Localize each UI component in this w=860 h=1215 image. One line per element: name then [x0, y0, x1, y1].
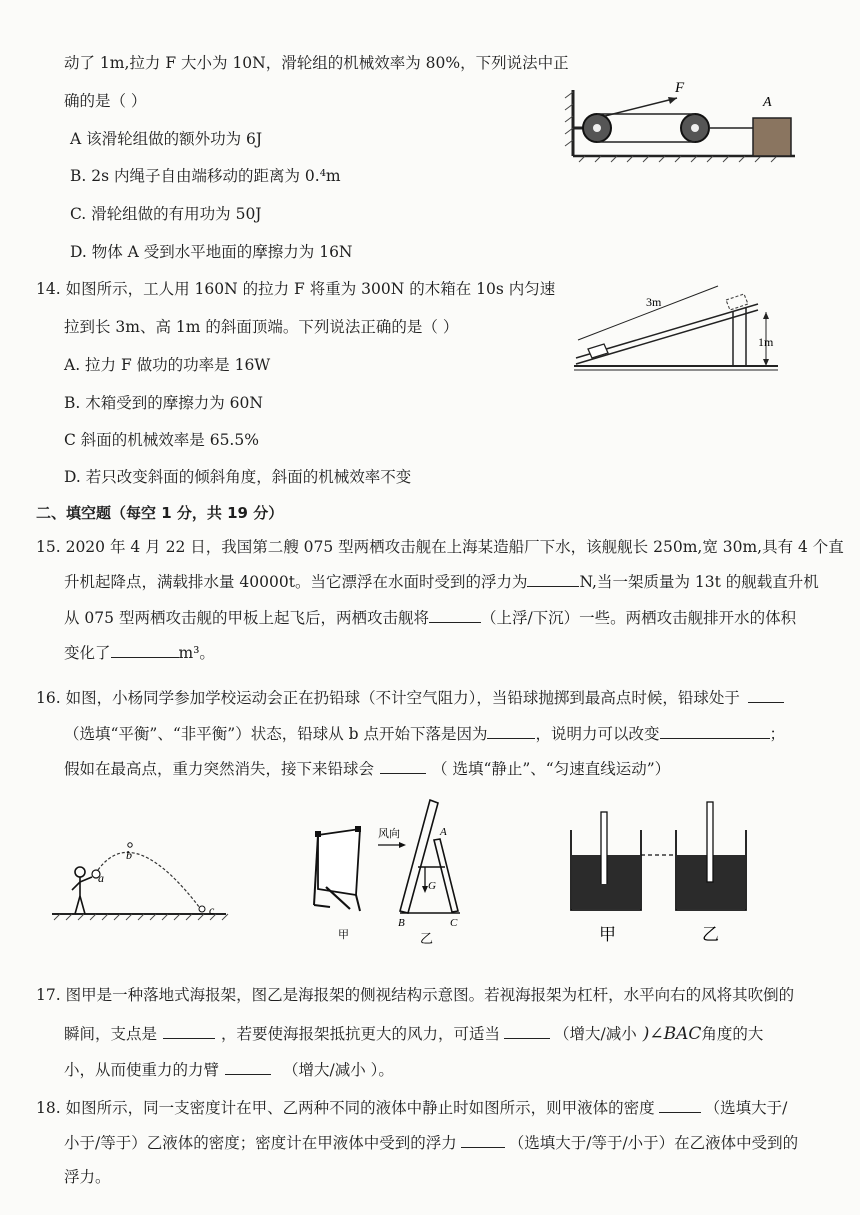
poster-stand-figure: [308, 795, 483, 945]
trajectory: [98, 852, 203, 912]
q18-blank-density[interactable]: [659, 1096, 701, 1113]
wind-label: 风向: [378, 828, 400, 840]
q17-blank-arm[interactable]: [225, 1058, 271, 1075]
q15-line3-text-b: （上浮/下沉）一些。两栖攻击舰排开水的体积: [480, 609, 797, 627]
q18-line3: 浮力。: [64, 1168, 111, 1186]
block-a: [753, 118, 791, 156]
q16-line2: [64, 722, 785, 745]
q14-line1: 14. 如图所示，工人用 160N 的拉力 F 将重为 300N 的木箱在 10s 内匀速: [36, 280, 556, 298]
q16-line2-text-a: （选填“平衡”、“非平衡”）状态，铅球从 b 点开始下落是因为: [64, 725, 488, 743]
q16-line2-text-b: ，说明力可以改变: [535, 725, 660, 743]
q13-option-a: A 该滑轮组做的额外功为 6J: [70, 130, 263, 148]
q13-option-c: C. 滑轮组做的有用功为 50J: [70, 205, 262, 223]
beaker-yi: [676, 802, 746, 910]
hydrometer-yi: [707, 802, 713, 882]
q15-line3: [64, 606, 796, 629]
q16-line3-text-b: （ 选填“静止”、“匀速直线运动”）: [432, 760, 671, 778]
hydro-yi-label: 乙: [702, 925, 719, 944]
q17-line2-text-c: （增大/减小: [554, 1025, 637, 1043]
q15-line1: 15. 2020 年 4 月 22 日，我国第二艘 075 型两栖攻击舰在上海某造船厂下水，该舰舰长 250m,宽 30m,具有 4 个直: [36, 538, 844, 556]
q17-line3: [64, 1058, 394, 1081]
q15-line2-text-b: N,当一架质量为 13t 的舰载直升机: [579, 573, 819, 591]
q13-option-d: D. 物体 A 受到水平地面的摩擦力为 16N: [70, 243, 353, 261]
q18-line1-text-a: 18. 如图所示，同一支密度计在甲、乙两种不同的液体中静止时如图所示，则甲液体的密度: [36, 1099, 655, 1117]
q18-line1-text-b: （选填大于/: [704, 1099, 788, 1117]
hydrometer-jia: [601, 812, 607, 892]
q17-line2-text-e: 角度的大: [701, 1025, 764, 1043]
force-label: F: [675, 80, 685, 96]
q15-line4-text-b: m³。: [178, 644, 215, 662]
q16-blank-change[interactable]: [660, 722, 770, 739]
q16-line1: [36, 686, 784, 709]
q16-blank-reason[interactable]: [487, 722, 535, 739]
q17-line3-text-b: （增大/减小 ）。: [283, 1061, 394, 1079]
label-B: B: [398, 917, 405, 929]
q17-line2-text-a: 瞬间，支点是: [64, 1025, 158, 1043]
q16-blank-state[interactable]: [748, 686, 784, 703]
label-b: b: [126, 848, 132, 862]
q13-option-b: B. 2s 内绳子自由端移动的距离为 0.⁴m: [70, 167, 341, 185]
q17-line2: [64, 1022, 763, 1045]
q16-line3: [64, 757, 670, 780]
q15-blank-float-sink[interactable]: [429, 606, 481, 623]
q16-blank-motion[interactable]: [380, 757, 426, 774]
hydrometer-figure: [566, 800, 751, 950]
q15-line4: [64, 641, 215, 664]
label-c: c: [209, 903, 215, 917]
q16-line2-text-c: ；: [769, 725, 786, 743]
q14-option-c: C 斜面的机械效率是 65.5%: [64, 431, 259, 449]
q14-option-a: A. 拉力 F 做功的功率是 16W: [64, 356, 271, 374]
q17-line2-text-b: ，若要使海报架抵抗更大的风力，可适当: [221, 1025, 501, 1043]
point-c: [199, 906, 205, 912]
block-a-label: A: [763, 95, 772, 110]
q14-option-b: B. 木箱受到的摩擦力为 60N: [64, 394, 263, 412]
stand-yi-label: 乙: [420, 931, 434, 946]
q18-line2-text-a: 小于/等于）乙液体的密度；密度计在甲液体中受到的浮力: [64, 1134, 457, 1152]
q17-blank-pivot[interactable]: [163, 1022, 215, 1039]
q17-blank-angle[interactable]: [504, 1022, 550, 1039]
q14-line2: 拉到长 3m、高 1m 的斜面顶端。下列说法正确的是（ ）: [64, 318, 459, 336]
shot-put-figure: [48, 830, 230, 925]
point-b: [128, 843, 132, 847]
q13-line2: 确的是（ ）: [64, 92, 147, 110]
q18-line1: [36, 1096, 787, 1119]
q15-line2-text-a: 升机起降点，满载排水量 40000t。当它漂浮在水面时受到的浮力为: [64, 573, 528, 591]
height-label: 1m: [758, 335, 774, 349]
q16-line1-text-a: 16. 如图，小杨同学参加学校运动会正在扔铅球（不计空气阻力），当铅球抛掷到最高点时候，铅球处于: [36, 689, 740, 707]
athlete: [72, 867, 92, 914]
q16-line3-text-a: 假如在最高点，重力突然消失，接下来铅球会: [64, 760, 375, 778]
pulley-figure: [565, 78, 805, 163]
q15-blank-volume[interactable]: [111, 641, 179, 658]
q17-line1: 17. 图甲是一种落地式海报架，图乙是海报架的侧视结构示意图。若视海报架为杠杆，水平向右的风将其吹倒的: [36, 986, 795, 1004]
q15-line2: [64, 570, 819, 593]
q18-line2: [64, 1131, 798, 1154]
stand-side-view: [400, 800, 460, 913]
q18-line2-text-b: （选填大于/等于/小于）在乙液体中受到的: [508, 1134, 799, 1152]
incline-figure: [568, 282, 783, 377]
q18-blank-buoyancy[interactable]: [461, 1131, 505, 1148]
beaker-jia: [571, 812, 641, 910]
label-A: A: [440, 826, 447, 838]
q14-option-d: D. 若只改变斜面的倾斜角度，斜面的机械效率不变: [64, 468, 412, 486]
q15-line4-text-a: 变化了: [64, 644, 111, 662]
q13-line1: 动了 1m,拉力 F 大小为 10N，滑轮组的机械效率为 80%，下列说法中正: [64, 54, 569, 72]
label-C: C: [450, 917, 458, 929]
q15-blank-buoyancy[interactable]: [527, 570, 579, 587]
label-a: a: [98, 871, 104, 885]
label-G: G: [428, 880, 436, 892]
section-title: 二、填空题（每空 1 分，共 19 分）: [36, 504, 284, 522]
stand-jia-label: 甲: [338, 929, 349, 941]
q17-angle-symbol: )∠BAC: [642, 1024, 702, 1044]
length-label: 3m: [646, 295, 662, 309]
q17-line3-text-a: 小，从而使重力的力臂: [64, 1061, 220, 1079]
stand-photo: [314, 826, 361, 911]
q15-line3-text-a: 从 075 型两栖攻击舰的甲板上起飞后，两栖攻击舰将: [64, 609, 429, 627]
hydro-jia-label: 甲: [599, 925, 616, 944]
